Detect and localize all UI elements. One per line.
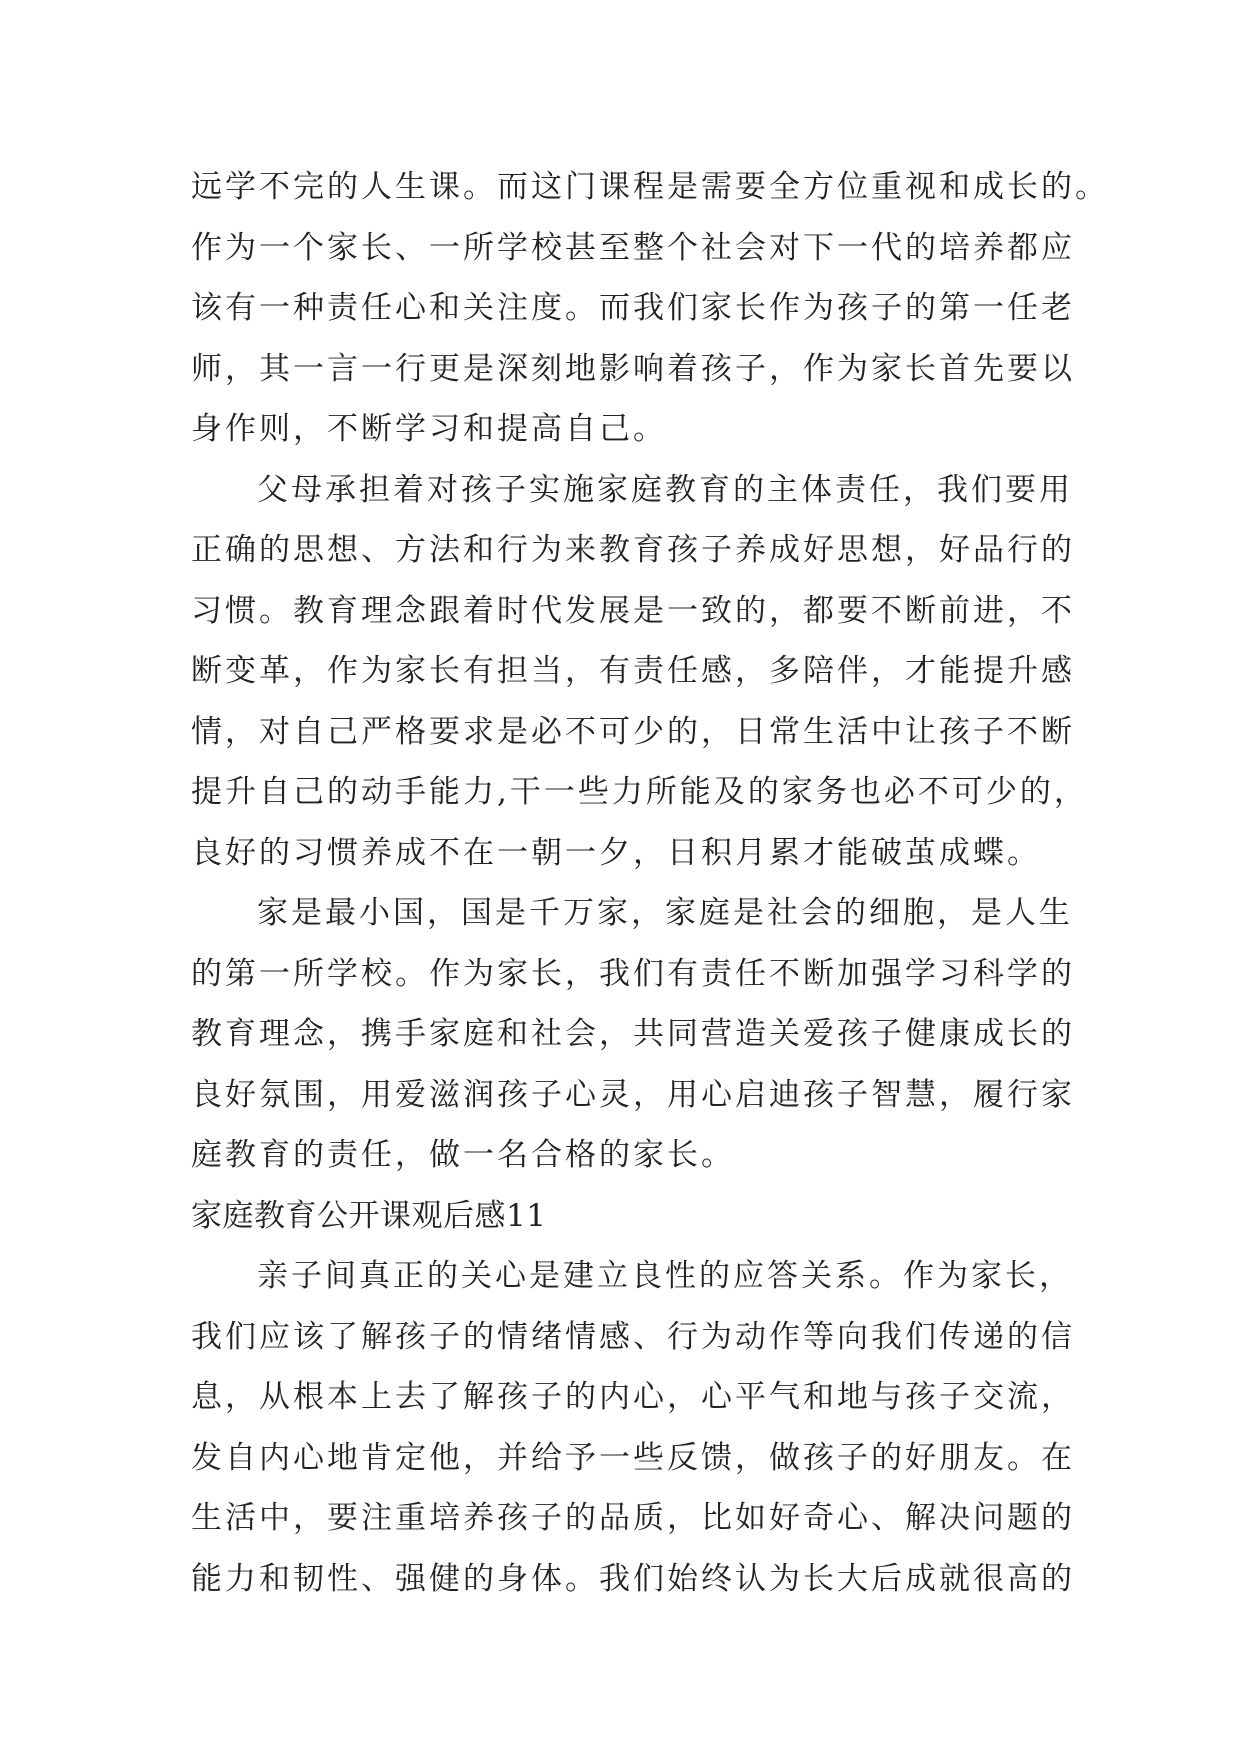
text-line: 亲子间真正的关心是建立良性的应答关系。作为家长， xyxy=(257,1258,1073,1294)
text-line: 远学不完的人生课。而这门课程是需要全方位重视和成长的。 xyxy=(191,169,1109,205)
text-line: 断变革，作为家长有担当，有责任感，多陪伴，才能提升感 xyxy=(191,653,1075,689)
text-line: 身作则，不断学习和提高自己。 xyxy=(191,411,667,447)
text-line: 教育理念，携手家庭和社会，共同营造关爱孩子健康成长的 xyxy=(191,1016,1075,1052)
document-body xyxy=(191,157,1109,1609)
text-line: 师，其一言一行更是深刻地影响着孩子，作为家长首先要以 xyxy=(191,350,1075,387)
text-line: 息，从根本上去了解孩子的内心，心平气和地与孩子交流， xyxy=(191,1379,1075,1415)
section-heading: 家庭教育公开课观后感11 xyxy=(191,1197,547,1234)
text-line: 我们应该了解孩子的情绪情感、行为动作等向我们传递的信 xyxy=(191,1318,1075,1355)
text-line: 该有一种责任心和关注度。而我们家长作为孩子的第一任老 xyxy=(191,290,1075,326)
text-line: 作为一个家长、一所学校甚至整个社会对下一代的培养都应 xyxy=(191,229,1075,266)
text-line: 生活中，要注重培养孩子的品质，比如好奇心、解决问题的 xyxy=(191,1500,1075,1536)
text-line: 能力和韧性、强健的身体。我们始终认为长大后成就很高的 xyxy=(191,1560,1075,1597)
text-line: 良好氛围，用爱滋润孩子心灵，用心启迪孩子智慧，履行家 xyxy=(191,1076,1075,1113)
text-line: 习惯。教育理念跟着时代发展是一致的，都要不断前进，不 xyxy=(191,592,1075,629)
text-line: 发自内心地肯定他，并给予一些反馈，做孩子的好朋友。在 xyxy=(191,1439,1075,1476)
text-line: 庭教育的责任，做一名合格的家长。 xyxy=(191,1137,735,1173)
text-line: 家是最小国，国是千万家，家庭是社会的细胞，是人生 xyxy=(257,895,1073,931)
text-line: 正确的思想、方法和行为来教育孩子养成好思想，好品行的 xyxy=(191,532,1075,568)
text-line: 良好的习惯养成不在一朝一夕，日积月累才能破茧成蝶。 xyxy=(191,834,1041,871)
text-line: 情，对自己严格要求是必不可少的，日常生活中让孩子不断 xyxy=(191,713,1075,750)
text-line: 父母承担着对孩子实施家庭教育的主体责任，我们要用 xyxy=(257,471,1073,508)
text-line: 的第一所学校。作为家长，我们有责任不断加强学习科学的 xyxy=(191,955,1075,992)
text-line: 提升自己的动手能力,干一些力所能及的家务也必不可少的， xyxy=(191,774,1088,810)
